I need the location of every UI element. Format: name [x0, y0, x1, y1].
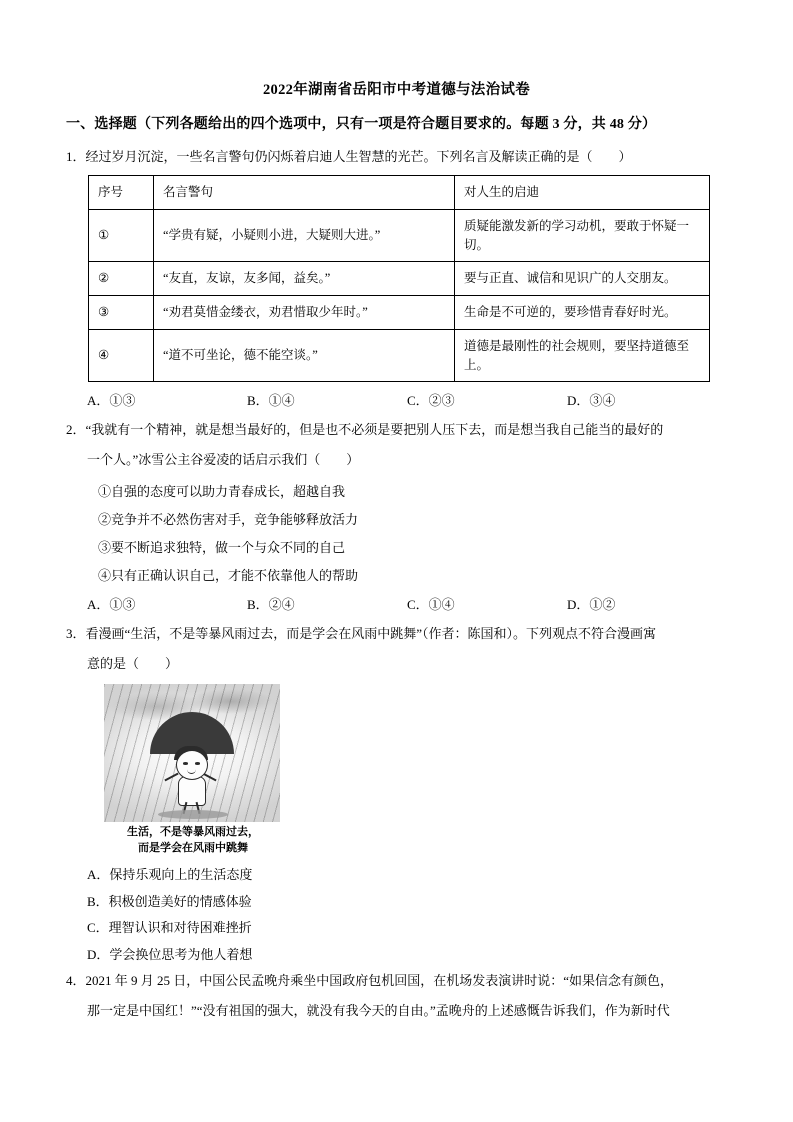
table-cell-meaning: 质疑能激发新的学习动机，要敢于怀疑一切。: [455, 209, 710, 262]
table-cell-quote: “友直，友谅，友多闻，益矣。”: [154, 262, 455, 296]
table-cell-meaning: 道德是最刚性的社会规则，要坚持道德至上。: [455, 329, 710, 382]
table-row: [89, 262, 710, 296]
option-a[interactable]: A．保持乐观向上的生活态度: [87, 867, 253, 883]
question-2-stem-line2: 一个人。”冰雪公主谷爱凌的话启示我们（ ）: [87, 452, 360, 468]
table-cell-quote: “劝君莫惜金缕衣，劝君惜取少年时。”: [154, 296, 455, 330]
question-3-stem-line1: 3．看漫画“生活，不是等暴风雨过去，而是学会在风雨中跳舞”（作者：陈国和）。下列观点不符合漫画寓: [66, 626, 657, 642]
table-cell-index: ③: [89, 296, 154, 330]
option-c[interactable]: C．②③: [407, 393, 455, 409]
table-row: [89, 296, 710, 330]
option-a[interactable]: A．①③: [87, 597, 136, 613]
figure-caption: [100, 825, 286, 856]
table-header-cell: 对人生的启迪: [455, 176, 710, 210]
table-cell-index: ①: [89, 209, 154, 262]
page-title: 2022年湖南省岳阳市中考道德与法治试卷: [263, 82, 530, 98]
table-cell-quote: “道不可坐论，德不能空谈。”: [154, 329, 455, 382]
option-d[interactable]: D．①②: [567, 597, 616, 613]
question-1-options: [66, 388, 727, 414]
section-heading: 一、选择题（下列各题给出的四个选项中，只有一项是符合题目要求的。每题 3 分，共 48 分）: [66, 117, 657, 132]
figure-caption-line1: 生活，不是等暴风雨过去，: [127, 826, 259, 839]
option-a[interactable]: A．①③: [87, 393, 136, 409]
person-eye-left: [183, 762, 188, 765]
statement-1: ①自强的态度可以助力青春成长，超越自我: [98, 484, 346, 500]
person-body: [178, 776, 206, 806]
statement-2: ②竞争并不必然伤害对手，竞争能够释放活力: [98, 512, 359, 528]
option-d[interactable]: D．③④: [567, 393, 616, 409]
option-c[interactable]: C．①④: [407, 597, 455, 613]
table-row: [89, 209, 710, 262]
statement-4: ④只有正确认识自己，才能不依靠他人的帮助: [98, 568, 359, 584]
question-4-stem-line1: 4．2021 年 9 月 25 日，中国公民孟晚舟乘坐中国政府包机回国，在机场发表演讲时说：“如果信念有颜色，: [66, 972, 674, 988]
table-row: [89, 329, 710, 382]
question-1-table: [88, 175, 710, 382]
cartoon-image: [104, 684, 280, 822]
table-header-cell: 名言警句: [154, 176, 455, 210]
option-c[interactable]: C．理智认识和对待困难挫折: [87, 920, 252, 936]
question-4-stem-line2: 那一定是中国红！”“没有祖国的强大，就没有我今天的自由。”孟晚舟的上述感慨告诉我们，作为新时代: [87, 1002, 670, 1018]
question-3-options: [66, 862, 727, 969]
table-cell-meaning: 生命是不可逆的，要珍惜青春好时光。: [455, 296, 710, 330]
table-cell-quote: “学贵有疑，小疑则小进，大疑则大进。”: [154, 209, 455, 262]
option-b[interactable]: B．②④: [247, 597, 295, 613]
person-eye-right: [195, 762, 200, 765]
option-b[interactable]: B．积极创造美好的情感体验: [87, 893, 252, 909]
table-cell-index: ②: [89, 262, 154, 296]
question-1-stem: 1．经过岁月沉淀，一些名言警句仍闪烁着启迪人生智慧的光芒。下列名言及解读正确的是（ ）: [66, 149, 632, 164]
table-header-row: [89, 176, 710, 210]
question-3-figure: [104, 684, 294, 856]
question-2-options: [66, 592, 727, 618]
question-3-stem-line2: 意的是（ ）: [87, 656, 179, 672]
option-b[interactable]: B．①④: [247, 393, 295, 409]
table-header-cell: 序号: [89, 176, 154, 210]
table-cell-meaning: 要与正直、诚信和见识广的人交朋友。: [455, 262, 710, 296]
figure-caption-line2: 而是学会在风雨中跳舞: [138, 841, 248, 854]
table-cell-index: ④: [89, 329, 154, 382]
option-d[interactable]: D．学会换位思考为他人着想: [87, 946, 253, 962]
question-2-stem-line1: 2．“我就有一个精神，就是想当最好的，但是也不必须是要把别人压下去，而是想当我自己能当的最好的: [66, 422, 664, 438]
question-2-statements: [66, 478, 727, 590]
statement-3: ③要不断追求独特，做一个与众不同的自己: [98, 540, 346, 556]
